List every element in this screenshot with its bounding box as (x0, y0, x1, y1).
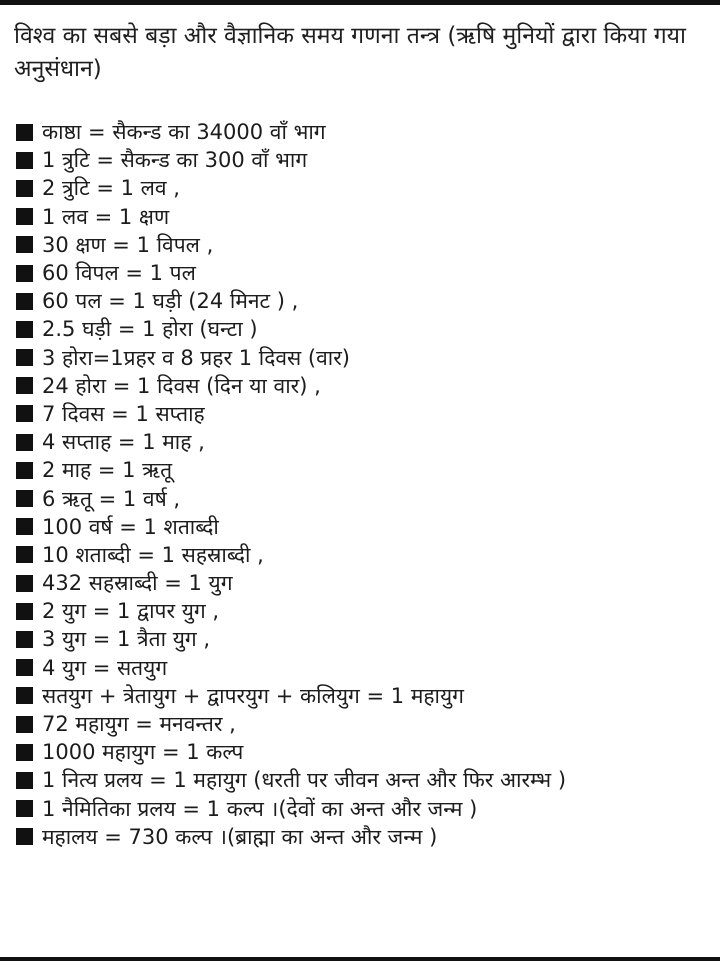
black-square-icon (16, 575, 33, 592)
black-square-icon (16, 518, 33, 535)
list-item (16, 344, 566, 372)
list-item (16, 513, 566, 541)
black-square-icon (16, 716, 33, 733)
list-item-text: 1 त्रुटि = सैकन्ड का 300 वाँ भाग (42, 148, 308, 173)
black-square-icon (16, 462, 33, 479)
list-item-text: 72 महायुग = मनवन्तर , (42, 712, 236, 737)
black-square-icon (16, 405, 33, 422)
list-item (16, 654, 566, 682)
bottom-border (0, 957, 720, 961)
list-item (16, 174, 566, 202)
list-item-text: 10 शताब्दी = 1 सहस्राब्दी , (42, 542, 264, 567)
black-square-icon (16, 377, 33, 394)
list-item (16, 597, 566, 625)
top-border (0, 0, 720, 5)
black-square-icon (16, 321, 33, 338)
black-square-icon (16, 800, 33, 817)
black-square-icon (16, 603, 33, 620)
list-item-text: 6 ऋतू = 1 वर्ष , (42, 486, 181, 511)
list-item-text: 60 विपल = 1 पल (42, 261, 196, 286)
list-item-text: 60 पल = 1 घड़ी (24 मिनट ) , (42, 289, 299, 314)
list-item (16, 400, 566, 428)
black-square-icon (16, 349, 33, 366)
list-item-text: काष्ठा = सैकन्ड का 34000 वाँ भाग (42, 120, 326, 145)
list-item (16, 259, 566, 287)
black-square-icon (16, 152, 33, 169)
list-item (16, 203, 566, 231)
list-item (16, 118, 566, 146)
list-item (16, 738, 566, 766)
list-item (16, 456, 566, 484)
time-units-list (16, 118, 566, 851)
list-item (16, 541, 566, 569)
list-item-text: 2 माह = 1 ऋतू (42, 458, 173, 483)
list-item-text: 2 युग = 1 द्वापर युग , (42, 599, 220, 624)
list-item (16, 428, 566, 456)
page-title: विश्व का सबसे बड़ा और वैज्ञानिक समय गणना तन्त्र (ऋषि मुनियों द्वारा किया गया अनुसंधान) (14, 23, 686, 82)
black-square-icon (16, 293, 33, 310)
list-item (16, 823, 566, 851)
list-item (16, 146, 566, 174)
list-item-text: सतयुग + त्रेतायुग + द्वापरयुग + कलियुग = 1 महायुग (42, 683, 464, 708)
list-item (16, 625, 566, 653)
list-item-text: महालय = 730 कल्प ।(ब्राह्मा का अन्त और जन्म ) (42, 824, 438, 849)
list-item (16, 682, 566, 710)
list-item-text: 2 त्रुटि = 1 लव , (42, 176, 180, 201)
list-item-text: 4 युग = सतयुग (42, 655, 168, 680)
list-item-text: 2.5 घड़ी = 1 होरा (घन्टा ) (42, 317, 258, 342)
list-item-text: 3 युग = 1 त्रैता युग , (42, 627, 211, 652)
list-item (16, 315, 566, 343)
list-item (16, 287, 566, 315)
black-square-icon (16, 828, 33, 845)
list-item-text: 24 होरा = 1 दिवस (दिन या वार) , (42, 373, 321, 398)
list-item (16, 484, 566, 512)
black-square-icon (16, 265, 33, 282)
list-item-text: 30 क्षण = 1 विपल , (42, 232, 214, 257)
black-square-icon (16, 546, 33, 563)
black-square-icon (16, 124, 33, 141)
black-square-icon (16, 772, 33, 789)
black-square-icon (16, 744, 33, 761)
list-item (16, 231, 566, 259)
black-square-icon (16, 659, 33, 676)
black-square-icon (16, 687, 33, 704)
black-square-icon (16, 434, 33, 451)
list-item-text: 1 नित्य प्रलय = 1 महायुग (धरती पर जीवन अन्त और फिर आरम्भ ) (42, 768, 567, 793)
list-item-text: 3 होरा=1प्रहर व 8 प्रहर 1 दिवस (वार) (42, 345, 350, 370)
list-item (16, 766, 566, 794)
list-item (16, 710, 566, 738)
black-square-icon (16, 208, 33, 225)
list-item (16, 372, 566, 400)
list-item-text: 1 नैमितिका प्रलय = 1 कल्प ।(देवों का अन्त और जन्म ) (42, 796, 478, 821)
list-item-text: 1 लव = 1 क्षण (42, 204, 170, 229)
black-square-icon (16, 180, 33, 197)
list-item-text: 432 सहस्राब्दी = 1 युग (42, 571, 233, 596)
list-item-text: 100 वर्ष = 1 शताब्दी (42, 514, 219, 539)
black-square-icon (16, 631, 33, 648)
black-square-icon (16, 236, 33, 253)
list-item-text: 1000 महायुग = 1 कल्प (42, 740, 244, 765)
list-item (16, 795, 566, 823)
list-item-text: 7 दिवस = 1 सप्ताह (42, 401, 205, 426)
list-item-text: 4 सप्ताह = 1 माह , (42, 430, 205, 455)
black-square-icon (16, 490, 33, 507)
list-item (16, 569, 566, 597)
